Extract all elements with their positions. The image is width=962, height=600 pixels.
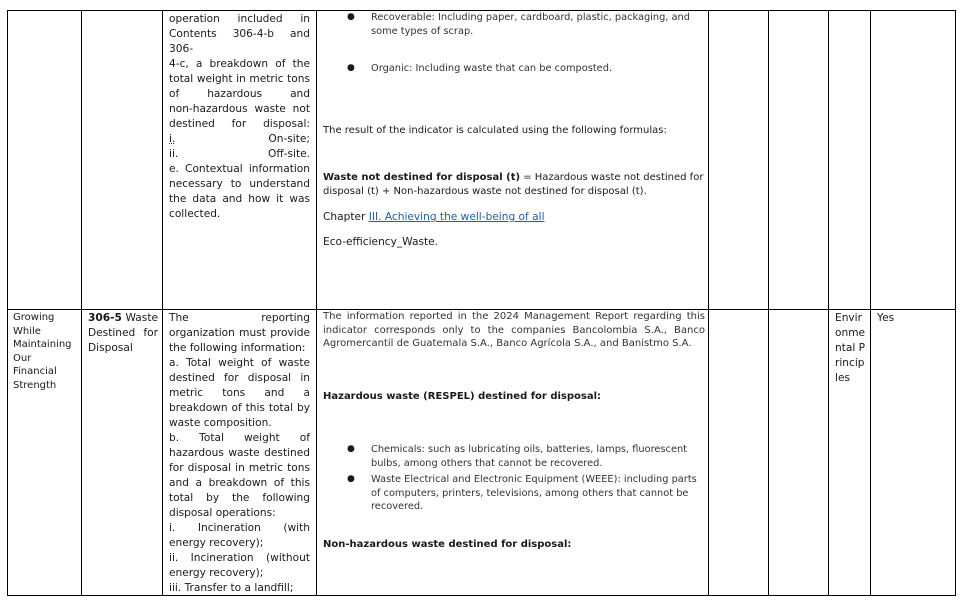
requirement-offsite: ii. Off-site. xyxy=(169,148,310,160)
column-divider xyxy=(162,10,163,596)
formula-rest: = Hazardous waste not destined for disposal (t) + Non-hazardous waste not destined for disposal (t). xyxy=(323,172,704,197)
requirement-i: i. Incineration (with energy recovery); xyxy=(169,522,310,549)
indicator-description: The information reported in the 2024 Management Report regarding this indicator corresponds only to the companies Bancolombia S.A., Banco Agromercantil de Guatemala S.A., Banco Agrícola S.A., and Banistmo S.A. xyxy=(323,311,705,349)
chapter-link[interactable]: III. Achieving the well-being of all xyxy=(368,211,545,223)
requirement-line: operation included in xyxy=(169,13,310,25)
requirement-line: 4-c, a breakdown of the xyxy=(169,58,310,70)
column-divider xyxy=(828,10,829,596)
bullet-icon: ● xyxy=(347,12,355,22)
bullet-icon: ● xyxy=(347,63,355,73)
requirement-line: of hazardous and xyxy=(169,88,310,100)
bullet-icon: ● xyxy=(347,474,355,484)
hazardous-heading: Hazardous waste (RESPEL) destined for disposal: xyxy=(323,391,602,402)
verified-label: Yes xyxy=(877,312,895,324)
table-border-bottom xyxy=(7,595,956,596)
category-label: Growing While Maintaining Our Financial Strength xyxy=(13,312,72,391)
bullet-recoverable: Recoverable: Including paper, cardboard, plastic, packaging, and some types of scrap. xyxy=(371,12,690,37)
column-divider xyxy=(870,10,871,596)
requirement-line: destined for disposal: xyxy=(169,118,310,130)
bullet-chemicals: Chemicals: such as lubricating oils, batteries, lamps, fluorescent bulbs, among others that cannot be recovered. xyxy=(371,444,688,469)
chapter-reference xyxy=(323,211,705,225)
column-divider xyxy=(81,10,82,596)
indicator-title xyxy=(88,311,158,356)
indicator-name: Waste Destined for Disposal xyxy=(88,312,158,354)
principle-label: Environmental Principles xyxy=(835,312,866,384)
chapter-label: Chapter xyxy=(323,211,369,223)
column-divider xyxy=(316,10,317,596)
requirement-intro: The reporting organization must provide the following information: xyxy=(169,312,310,354)
formula-bold: Waste not destined for disposal (t) xyxy=(323,172,521,183)
requirement-line: non-hazardous waste not xyxy=(169,103,310,115)
bullet-weee: Waste Electrical and Electronic Equipment (WEEE): including parts of computers, printers, televisions, among others that cannot be recovered. xyxy=(371,474,697,512)
bullet-organic: Organic: Including waste that can be composted. xyxy=(371,63,613,74)
column-divider xyxy=(768,10,769,596)
formula-intro: The result of the indicator is calculated using the following formulas: xyxy=(323,125,667,136)
column-divider xyxy=(708,10,709,596)
nonhazardous-heading: Non-hazardous waste destined for disposal: xyxy=(323,539,572,550)
requirement-iii: iii. Transfer to a landfill; xyxy=(169,582,294,594)
requirement-a: a. Total weight of waste destined for disposal in metric tons and a breakdown of this total by waste composition. xyxy=(169,357,310,429)
indicator-code: 306-5 xyxy=(88,312,122,324)
row2-requirements xyxy=(169,311,310,596)
table-border-right xyxy=(955,10,956,596)
bullet-icon: ● xyxy=(347,444,355,454)
requirement-b: b. Total weight of hazardous waste destined for disposal in metric tons and a breakdown of this total by the following disposal operations: xyxy=(169,432,310,519)
requirement-line: total weight in metric tons xyxy=(169,73,310,85)
requirement-onsite: i. On-site; xyxy=(169,133,310,145)
source-reference: Eco-efficiency_Waste. xyxy=(323,236,439,248)
requirement-line: Contents 306-4-b and 306- xyxy=(169,28,310,55)
requirement-ii: ii. Incineration (without energy recovery); xyxy=(169,552,310,579)
formula xyxy=(323,171,705,198)
table-border-left xyxy=(7,10,8,596)
row1-requirements xyxy=(169,12,310,222)
requirement-e: e. Contextual information necessary to understand the data and how it was collected. xyxy=(169,163,310,220)
